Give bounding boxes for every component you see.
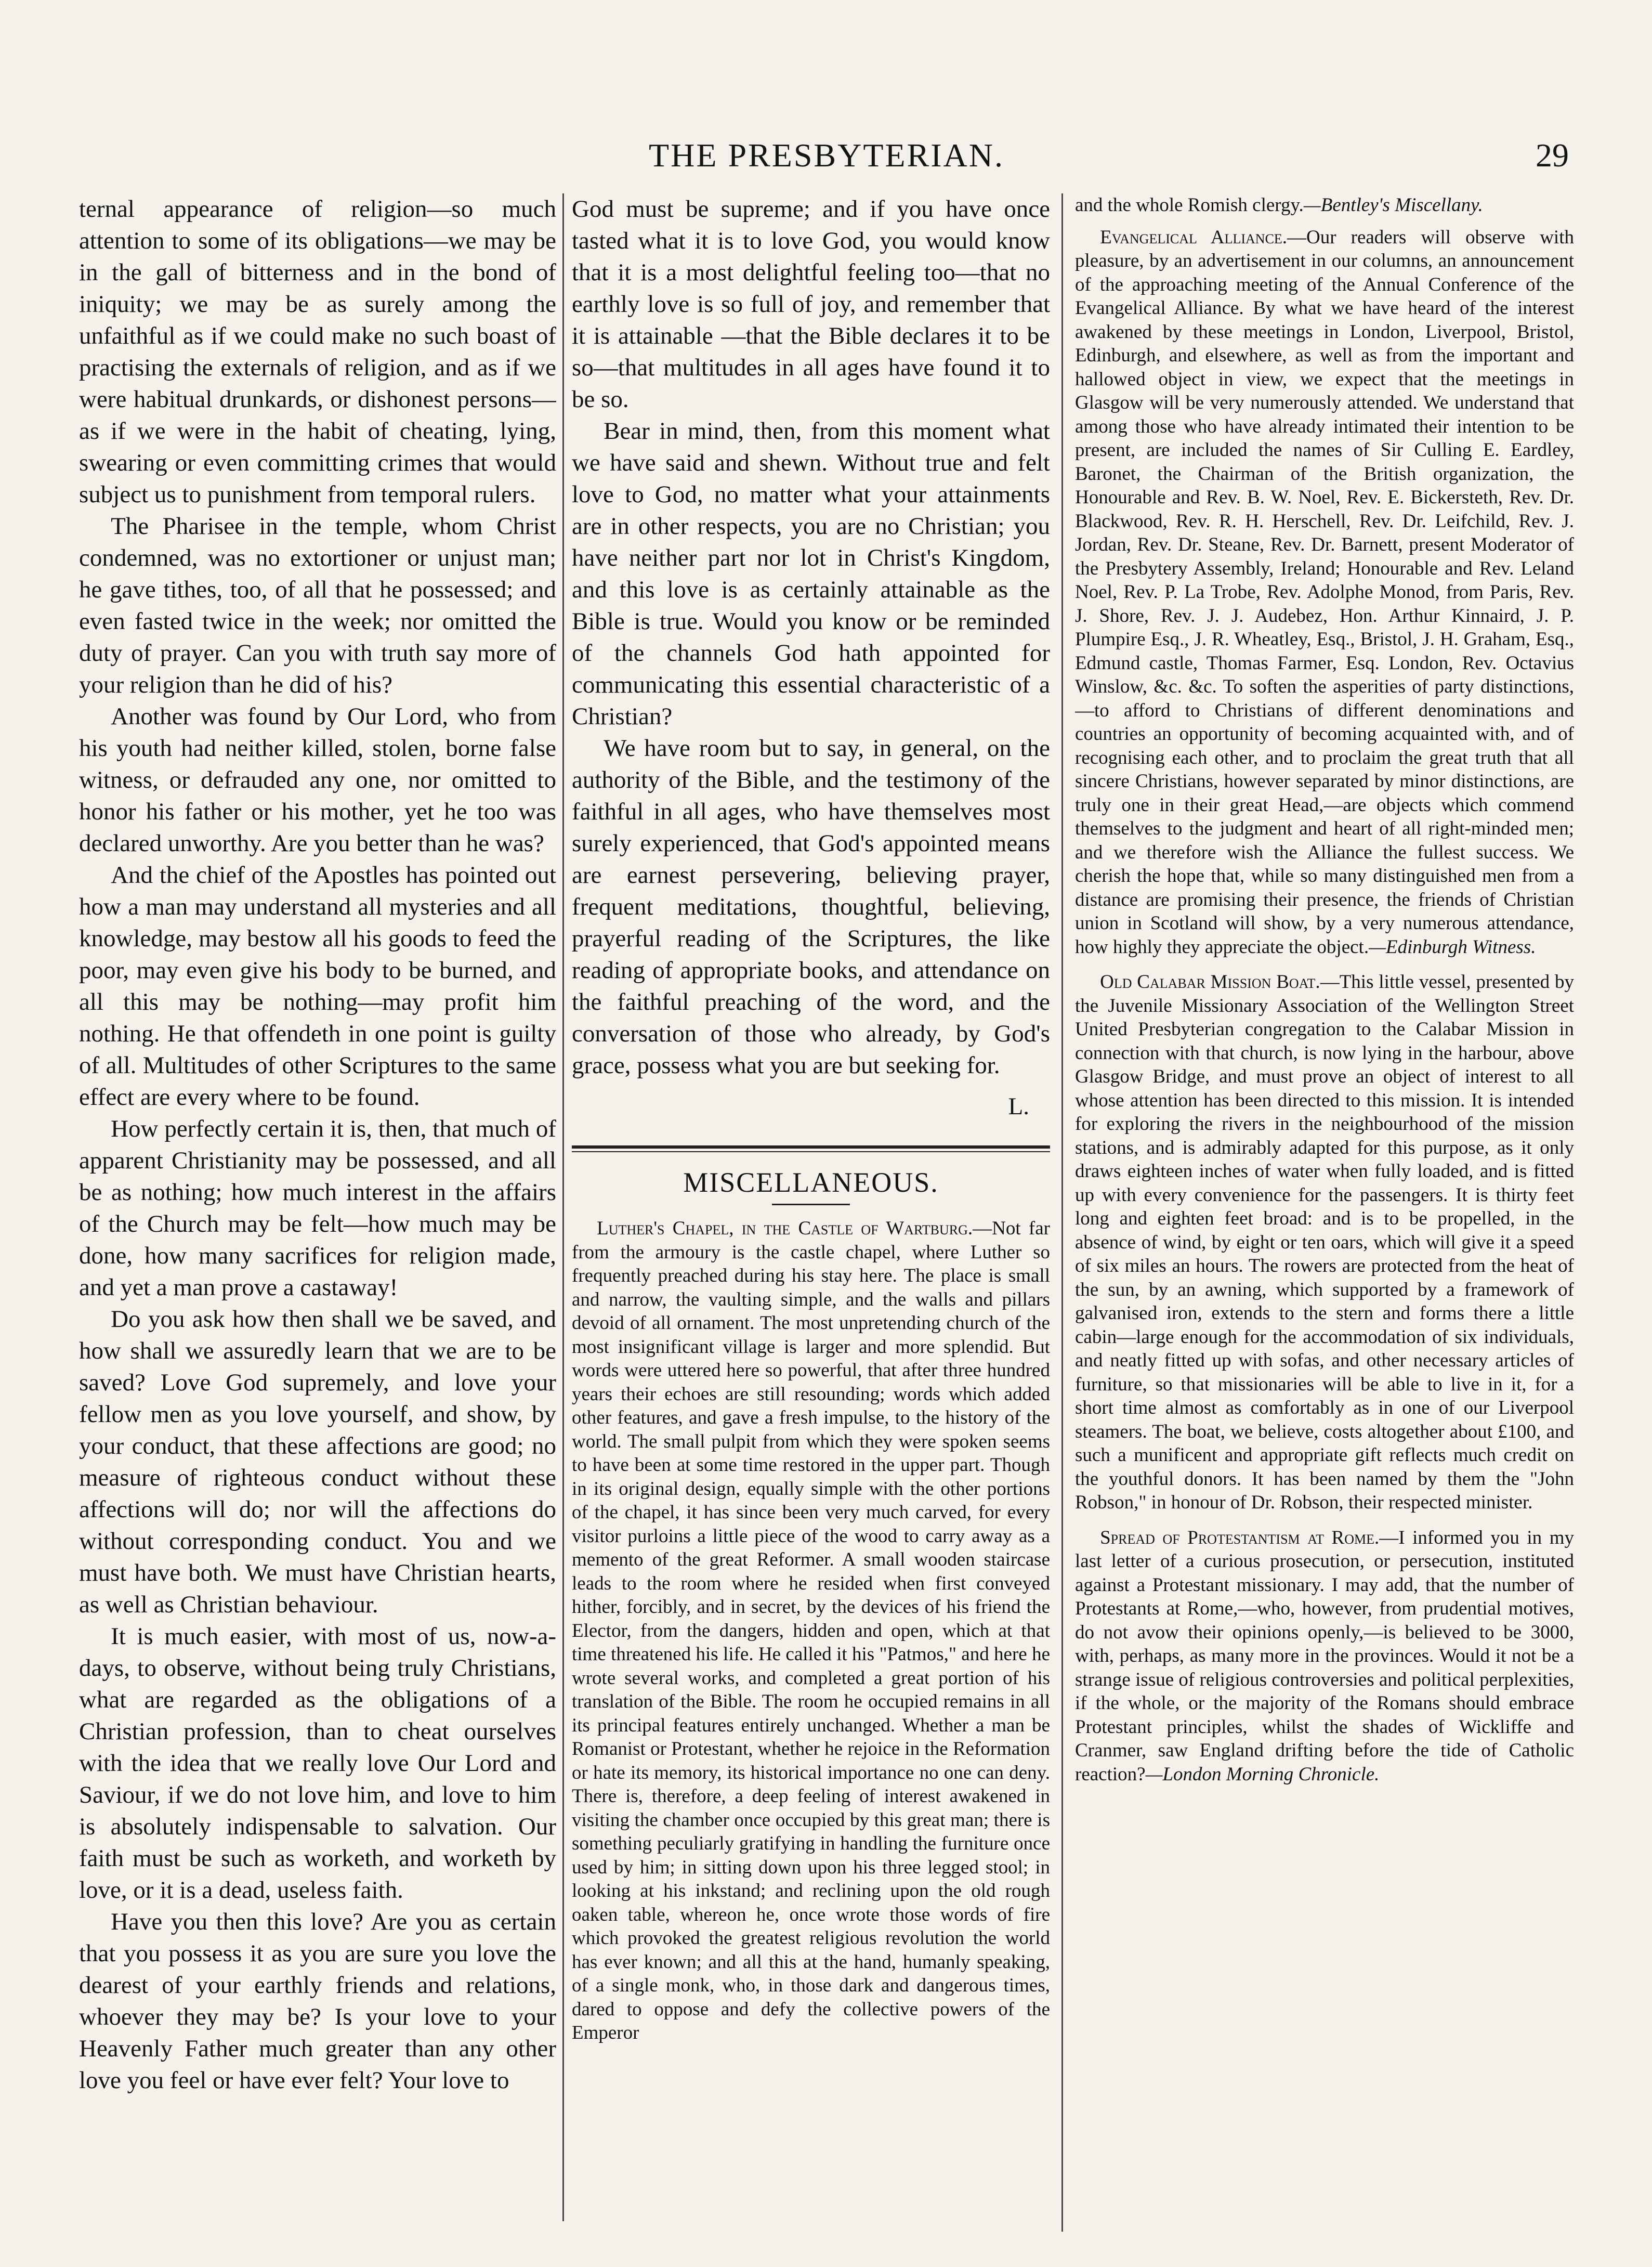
article-text: —Our readers will observe with pleasure, by an advertisement in our columns, an announcement of the approaching meeting of the Annual Conference of the Evangelical Alliance. By what we have heard of the interest awakened by these meetings in London, Liverpool, Bristol, Edinburgh, and elsewhere, as well as from the important and hallowed object in view, we expect that the meetings in Glasgow will be very numerously attended. We understand that among those who have already intimated their intention to be present, are included the names of Sir Culling E. Eardley, Baronet, the Chairman of the British organization, the Honourable and Rev. B. W. Noel, Rev. E. Bickersteth, Rev. Dr. Blackwood, Rev. R. H. Herschell, Rev. Dr. Leifchild, Rev. J. Jordan, Rev. Dr. Steane, Rev. Dr. Barnett, present Moderator of the Presbytery Assembly, Ireland; Honourable and Rev. Leland Noel, Rev. P. La Trobe, Rev. Adolphe Monod, from Paris, Rev. J. Shore, Rev. J. J. Audebez, Hon. Arthur Kinnaird, J. P. Plumpire Esq., J. R. Wheatley, Esq., Bristol, J. H. Graham, Esq., Edmund castle, Thomas Farmer, Esq. London, Rev. Octavius Winslow, &c. &c. To soften the asperities of party distinctions,—to afford to Christians of different denominations and countries an opportunity of becoming acquainted with, and of recognising each other, and to proclaim the great truth that all sincere Christians, however separated by minor distinctions, are truly one in their great Head,—are objects which commend themselves to the judgment and heart of all right-minded men; and we therefore wish the Alliance the fullest success. We cherish the hope that, while so many distinguished men from a distance are promising their presence, the friends of Christian union in Scotland will show, by a very numerous attendance, how highly they appreciate the object. xyxy=(1075,226,1574,958)
article-heading: Spread of Protestantism at Rome. xyxy=(1100,1527,1380,1548)
paragraph xyxy=(1075,193,1574,217)
author-signature: L. xyxy=(1008,1093,1029,1120)
paragraph: Do you ask how then shall we be saved, and how shall we assuredly learn that we are to be saved? Love God supremely, and love your fellow men as you love yourself, and show, by your conduct, that these affections are good; no measure of righteous conduct without these affections will do; nor will the affections do without corresponding conduct. You and we must have both. We must have Christian hearts, as well as Christian behaviour. xyxy=(79,1306,556,1618)
source-attribution: —Edinburgh Witness. xyxy=(1369,936,1536,958)
column-divider-2 xyxy=(1061,193,1063,2232)
article-text: —Not far from the armoury is the castle chapel, where Luther so frequently preached during his stay here. The place is small and narrow, the vaulting simple, and the walls and pillars devoid of all ornament. The most unpretending church of the most insignificant village is larger and more splendid. But words were uttered here so powerful, that after three hundred years their echoes are still resounding; words which added other features, and gave a fresh impulse, to the history of the world. The small pulpit from which they were spoken seems to have been at some time restored in the upper part. Though in its original design, equally simple with the other portions of the chapel, it has since been very much carved, for every visitor purloins a little piece of the wood to carry away as a memento of the great Reformer. A small wooden staircase leads to the room where he resided when first conveyed hither, forcibly, and in secret, by the devices of his friend the Elector, from the dangers, hidden and open, which at that time threatened his life. He called it his "Patmos," and here he wrote several works, and completed a great portion of his translation of the Bible. The room he occupied remains in all its principal features entirely unchanged. Whether a man be Romanist or Protestant, whether he rejoice in the Reformation or hate its memory, its historical importance no one can deny. There is, therefore, a deep feeling of interest awakened in visiting the chamber once occupied by this great man; there is something peculiarly gratifying in handling the furniture once used by him; in sitting down upon his three legged stool; in looking at his inkstand; and reclining upon the old rough oaken table, whereon he, once wrote those words of fire which provoked the greatest religious revolution the world has ever known; and all this at the hand, humanly speaking, of a single monk, who, in those dark and dangerous times, dared to oppose and defy the collective powers of the Emperor xyxy=(572,1218,1050,2043)
page-number: 29 xyxy=(1536,137,1569,174)
source-attribution: —London Morning Chronicle. xyxy=(1145,1763,1380,1785)
column-3 xyxy=(1075,193,1574,1786)
article-heading: Luther's Chapel, in the Castle of Wartburg. xyxy=(597,1218,973,1239)
article-text: —I informed you in my last letter of a curious prosecution, or persecution, instituted against a Protestant missionary. I may add, that the number of Protestants at Rome,—who, however, from prudential motives, do not avow their opinions openly,—is believed to be 3000, with, perhaps, as many more in the provinces. Would it not be a strange issue of religious controversies and political perplexities, if the whole, or the majority of the Romans should embrace Protestant principles, whilst the shades of Wickliffe and Cranmer, saw England drifting before the tide of Catholic reaction? xyxy=(1075,1527,1574,1785)
paragraph: We have room but to say, in general, on the authority of the Bible, and the testimony of the faithful in all ages, who have themselves most surely experienced, that God's appointed means are earnest persevering, believing prayer, frequent meditations, thoughtful, believing, prayerful reading of the Scriptures, the like reading of appropriate books, and attendance on the faithful preaching of the word, and the conversation of those who already, by God's grace, possess what you are but seeking for. xyxy=(572,735,1050,1079)
paragraph: Have you then this love? Are you as certain that you possess it as you are sure you love the dearest of your earthly friends and relations, whoever they may be? Is your love to your Heavenly Father much greater than any other love you feel or have ever felt? Your love to xyxy=(79,1908,556,2094)
paragraph: The Pharisee in the temple, whom Christ condemned, was no extortioner or unjust man; he gave tithes, too, of all that he possessed; and even fasted twice in the week; nor omitted the duty of prayer. Can you with truth say more of your religion than he did of his? xyxy=(79,513,556,698)
article-heading: Evangelical Alliance. xyxy=(1100,226,1288,248)
section-heading-miscellaneous: MISCELLANEOUS. xyxy=(683,1167,939,1198)
paragraph-text: and the whole Romish clergy. xyxy=(1075,194,1304,216)
paragraph: And the chief of the Apostles has pointed out how a man may understand all mysteries and all knowledge, may bestow all his goods to feed the poor, may even give his body to be burned, and all this may be nothing—may profit him nothing. He that offendeth in one point is guilty of all. Multitudes of other Scriptures to the same effect are every where to be found. xyxy=(79,862,556,1111)
article-protestantism-rome xyxy=(1075,1526,1574,1787)
paragraph: Another was found by Our Lord, who from his youth had neither killed, stolen, borne false witness, or defrauded any one, nor omitted to honor his father or his mother, yet he too was declared unworthy. Are you better than he was? xyxy=(79,703,556,857)
article-luthers-chapel xyxy=(572,1217,1050,2045)
paragraph: It is much easier, with most of us, now-a-days, to observe, without being truly Christians, what are regarded as the obligations of a Christian profession, than to cheat ourselves with the idea that we really love Our Lord and Saviour, if we do not love him, and love to him is absolutely indispensable to salvation. Our faith must be such as worketh, and worketh by love, or it is a dead, useless faith. xyxy=(79,1623,556,1904)
article-evangelical-alliance xyxy=(1075,226,1574,959)
article-calabar-mission-boat xyxy=(1075,970,1574,1515)
source-attribution: —Bentley's Miscellany. xyxy=(1303,194,1483,216)
column-divider-1 xyxy=(562,193,564,2221)
page-header xyxy=(78,136,1575,178)
publication-title: THE PRESBYTERIAN. xyxy=(649,137,1004,174)
column-2 xyxy=(572,193,1050,2045)
paragraph: How perfectly certain it is, then, that much of apparent Christianity may be possessed, and all be as nothing; how much interest in the affairs of the Church may be felt—how much may be done, how many sacrifices for religion made, and yet a man prove a castaway! xyxy=(79,1115,556,1301)
section-divider xyxy=(572,1145,1050,1152)
column-1 xyxy=(79,193,556,2096)
paragraph: Bear in mind, then, from this moment what we have said and shewn. Without true and felt love to God, no matter what your attainments are in other respects, you are no Christian; you have neither part nor lot in Christ's Kingdom, and this love is as certainly attainable as the Bible is true. Would you know or be reminded of the channels God hath appointed for communicating this essential characteristic of a Christian? xyxy=(572,418,1050,730)
article-text: —This little vessel, presented by the Juvenile Missionary Association of the Wellington Street United Presbyterian congregation to the Calabar Mission in connection with that church, is now lying in the harbour, above Glasgow Bridge, and must prove an object of interest to all whose attention has been directed to this mission. It is intended for exploring the rivers in the neighbourhood of the mission stations, and is admirably adapted for this purpose, as it only draws eighteen inches of water when fully loaded, and is fitted up with every convenience for the passengers. It is thirty feet long and eighten feet broad: and is to be propelled, in the absence of wind, by eight or ten oars, which will give it a speed of six miles an hours. The rowers are protected from the heat of the sun, by an awning, which supported by a framework of galvanised iron, extends to the stern and forms there a little cabin—large enough for the accommodation of six individuals, and neatly fitted up with sofas, and other necessary articles of furniture, so that missionaries will be able to live in it, for a short time almost as comfortably as in one of our Liverpool steamers. The boat, we believe, costs altogether about £100, and such a munificent and appropriate gift reflects much credit on the youthful donors. It has been named by them the "John Robson," in honour of Dr. Robson, their respected minister. xyxy=(1075,971,1574,1513)
heading-rule xyxy=(772,1204,850,1205)
paragraph: ternal appearance of religion—so much attention to some of its obligations—we may be in the gall of bitterness and in the bond of iniquity; we may be as surely among the unfaithful as if we could make no such boast of practising the externals of religion, and as if we were habitual drunkards, or dishonest persons—as if we were in the habit of cheating, lying, swearing or even committing crimes that would subject us to punishment from temporal rulers. xyxy=(79,196,556,508)
article-heading: Old Calabar Mission Boat. xyxy=(1100,971,1320,993)
paragraph: God must be supreme; and if you have once tasted what it is to love God, you would know that it is a most delightful feeling too—that no earthly love is so full of joy, and remember that it is attainable —that the Bible declares it to be so—that multitudes in all ages have found it to be so. xyxy=(572,196,1050,413)
